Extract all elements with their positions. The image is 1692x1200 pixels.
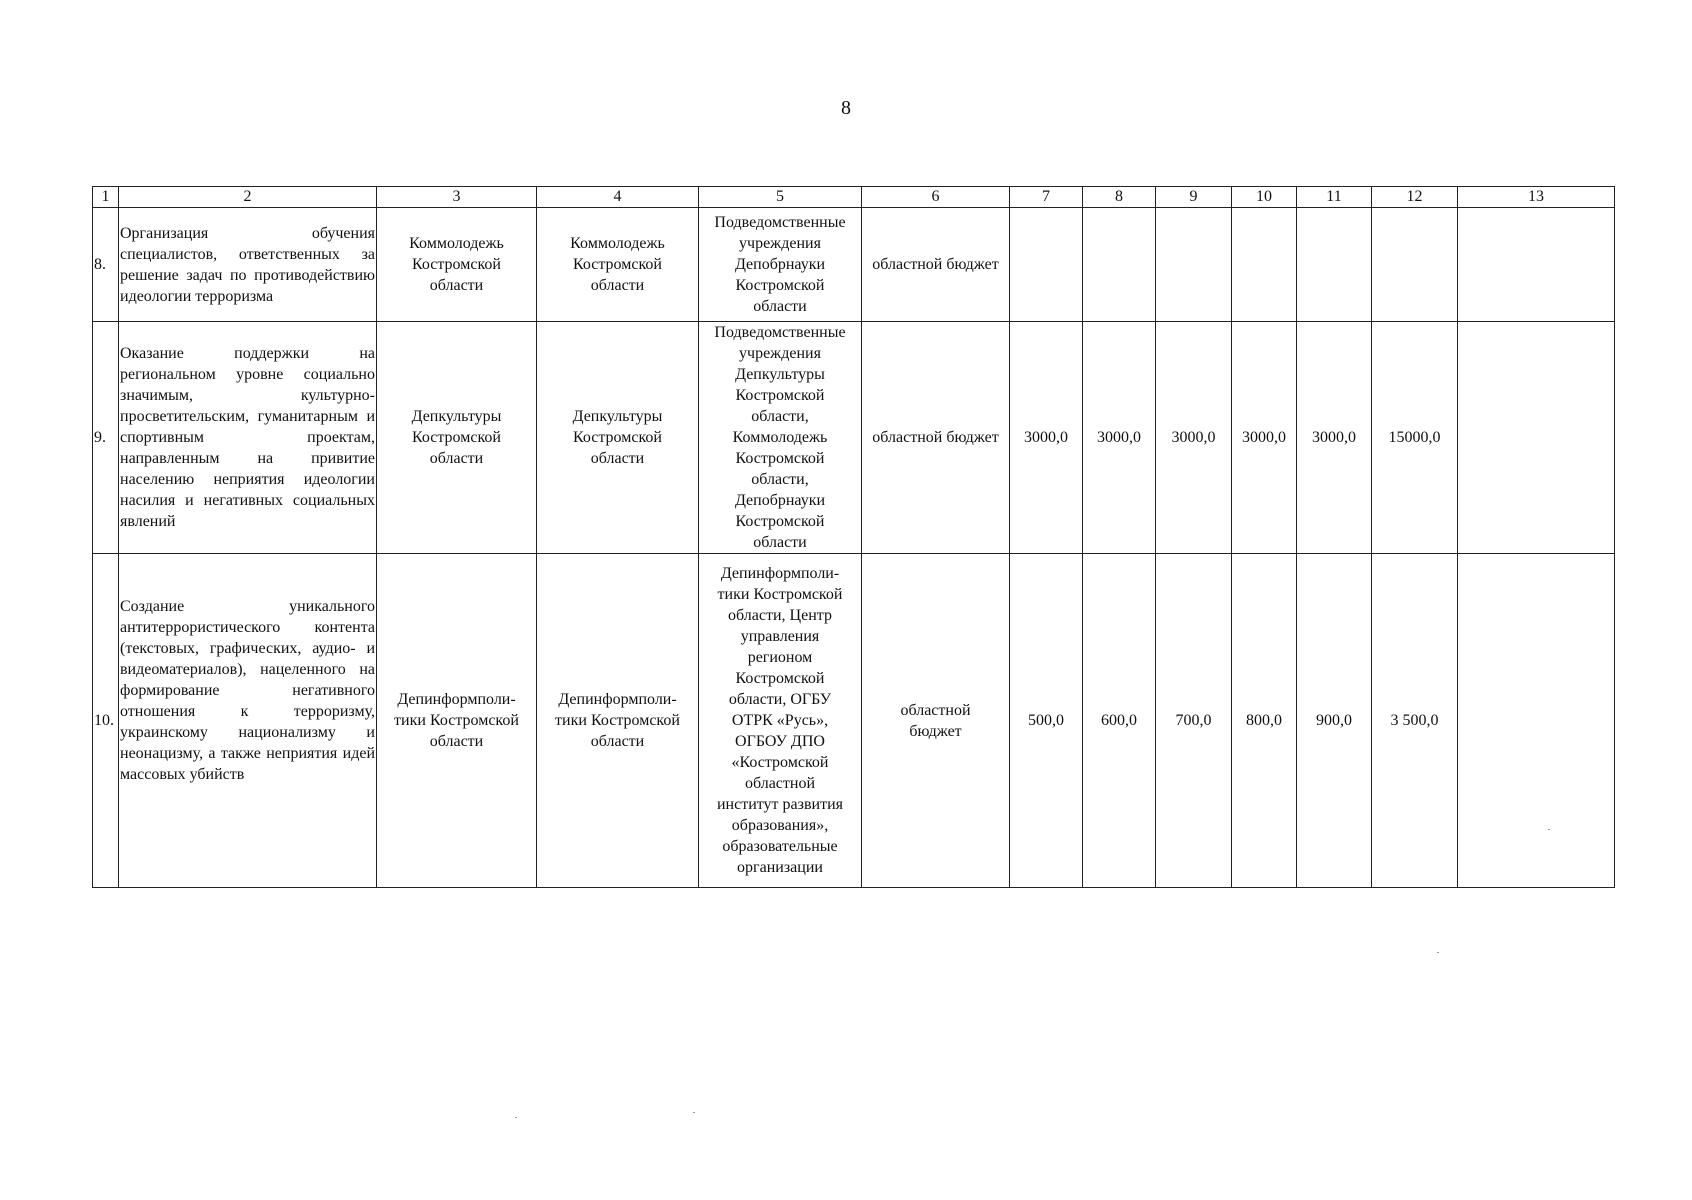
responsible-text: Депинформполи- тики Костромской области xyxy=(394,691,519,750)
column-number: 12 xyxy=(1372,187,1458,208)
year-value: 800,0 xyxy=(1232,554,1297,888)
executors-cell xyxy=(699,208,862,322)
row-number: 9. xyxy=(93,322,119,554)
coordinator-cell xyxy=(537,322,699,554)
row-number: 10. xyxy=(93,554,119,888)
funding-source-cell xyxy=(862,554,1010,888)
year-value xyxy=(1232,208,1297,322)
column-number: 5 xyxy=(699,187,862,208)
table-row xyxy=(93,322,1615,554)
column-number: 10 xyxy=(1232,187,1297,208)
executors-text: Депинформполи- тики Костромской области, Центр управления регионом Костромской области, ОГБУ ОТРК «Русь», ОГБОУ ДПО «Костромской областной институт развития образования», образовательные организации xyxy=(716,565,843,876)
year-value xyxy=(1083,208,1156,322)
program-measures-table xyxy=(92,186,1615,888)
executors-cell xyxy=(699,322,862,554)
total-value: 15000,0 xyxy=(1372,322,1458,554)
note-cell xyxy=(1458,208,1615,322)
year-value: 600,0 xyxy=(1083,554,1156,888)
year-value: 3000,0 xyxy=(1083,322,1156,554)
year-value: 3000,0 xyxy=(1232,322,1297,554)
column-number: 8 xyxy=(1083,187,1156,208)
column-number: 1 xyxy=(93,187,119,208)
coordinator-text: Депинформполи- тики Костромской области xyxy=(555,691,680,750)
funding-source: областной бюджет xyxy=(862,208,1010,322)
funding-source: областной бюджет xyxy=(862,322,1010,554)
column-number: 3 xyxy=(377,187,537,208)
scan-speck xyxy=(1437,952,1439,953)
column-number: 13 xyxy=(1458,187,1615,208)
column-number-row xyxy=(93,187,1615,208)
page-number: 8 xyxy=(841,97,851,119)
scan-speck xyxy=(693,1112,695,1113)
year-value: 3000,0 xyxy=(1297,322,1372,554)
responsible-text: Депкультуры Костромской области xyxy=(411,408,502,467)
year-value xyxy=(1156,208,1232,322)
row-number: 8. xyxy=(93,208,119,322)
note-cell xyxy=(1458,322,1615,554)
note-cell xyxy=(1458,554,1615,888)
total-value: 3 500,0 xyxy=(1372,554,1458,888)
executors-text: Подведомственные учреждения Депобрнауки Костромской области xyxy=(714,214,846,315)
column-number: 11 xyxy=(1297,187,1372,208)
responsible-cell xyxy=(377,322,537,554)
year-value: 3000,0 xyxy=(1156,322,1232,554)
scan-speck xyxy=(515,1117,517,1118)
column-number: 2 xyxy=(119,187,377,208)
total-value xyxy=(1372,208,1458,322)
column-number: 6 xyxy=(862,187,1010,208)
responsible-cell xyxy=(377,208,537,322)
column-number: 7 xyxy=(1010,187,1083,208)
year-value: 900,0 xyxy=(1297,554,1372,888)
column-number: 4 xyxy=(537,187,699,208)
measure-description: Оказание поддержки на региональном уровне социально значимым, культурно-просветительским, гуманитарным и спортивным проектам, направленным на привитие населению неприятия идеологии насилия и негативных социальных явлений xyxy=(119,322,377,554)
year-value xyxy=(1297,208,1372,322)
coordinator-text: Коммолодежь Костромской области xyxy=(570,235,665,294)
scan-speck xyxy=(1548,829,1550,830)
year-value: 700,0 xyxy=(1156,554,1232,888)
executors-cell xyxy=(699,554,862,888)
coordinator-cell xyxy=(537,208,699,322)
year-value: 3000,0 xyxy=(1010,322,1083,554)
table-row xyxy=(93,554,1615,888)
measure-description: Организация обучения специалистов, ответственных за решение задач по противодействию идеологии терроризма xyxy=(119,208,377,322)
year-value: 500,0 xyxy=(1010,554,1083,888)
funding-source: областной бюджет xyxy=(900,701,971,740)
coordinator-cell xyxy=(537,554,699,888)
responsible-cell xyxy=(377,554,537,888)
column-number: 9 xyxy=(1156,187,1232,208)
executors-text: Подведомственные учреждения Депкультуры Костромской области, Коммолодежь Костромской области, Депобрнауки Костромской области xyxy=(714,324,846,551)
year-value xyxy=(1010,208,1083,322)
table-row xyxy=(93,208,1615,322)
responsible-text: Коммолодежь Костромской области xyxy=(409,235,504,294)
coordinator-text: Депкультуры Костромской области xyxy=(572,408,663,467)
measure-description: Создание уникального антитеррористического контента (текстовых, графических, аудио- и видеоматериалов), нацеленного на формирование негативного отношения к терроризму, украинскому национализму и неонацизму, а также неприятия идей массовых убийств xyxy=(119,554,377,888)
